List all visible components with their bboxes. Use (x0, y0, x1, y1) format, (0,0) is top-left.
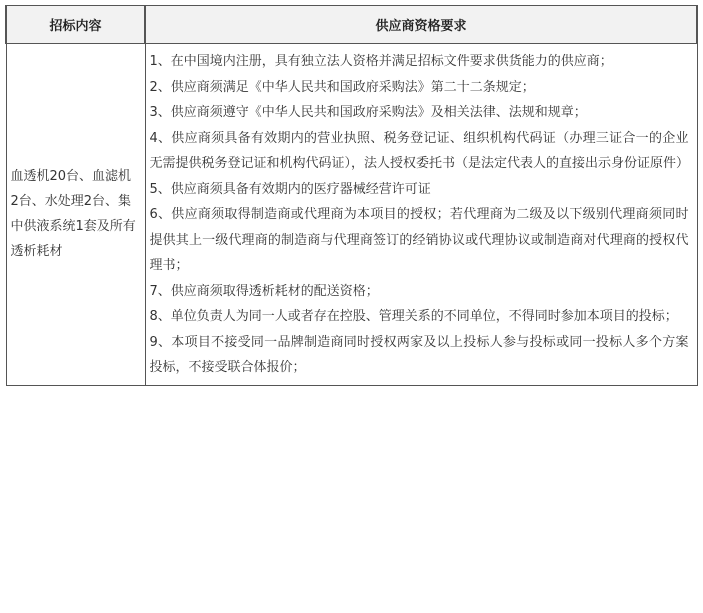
requirement-item: 9、本项目不接受同一品牌制造商同时授权两家及以上投标人参与投标或同一投标人多个方案投标，不接受联合体报价； (149, 334, 689, 375)
requirement-item: 8、单位负责人为同一人或者存在控股、管理关系的不同单位，不得同时参加本项目的投标； (149, 309, 678, 324)
table-row (6, 44, 697, 386)
requirements-cell (145, 44, 697, 386)
requirement-item: 3、供应商须遵守《中华人民共和国政府采购法》及相关法律、法规和规章； (149, 105, 587, 120)
requirement-item: 5、供应商须具备有效期内的医疗器械经营许可证 (149, 181, 431, 197)
requirement-item: 2、供应商须满足《中华人民共和国政府采购法》第二十二条规定； (149, 79, 535, 95)
header-row (6, 6, 697, 44)
tender-item-cell: 血透机20台、血滤机2台、水处理2台、集中供液系统1套及所有透析耗材 (6, 44, 145, 386)
requirement-item: 6、供应商须取得制造商或代理商为本项目的授权；若代理商为二级及以下级别代理商须同时提供其上一级代理商的制造商与代理商签订的经销协议或代理协议或制造商对代理商的授权代理书； (149, 207, 689, 273)
requirement-item: 7、供应商须取得透析耗材的配送资格； (149, 283, 379, 299)
requirement-item: 1、在中国境内注册，具有独立法人资格并满足招标文件要求供货能力的供应商； (149, 54, 613, 69)
qualification-table (5, 5, 698, 386)
header-supplier-requirements: 供应商资格要求 (145, 6, 697, 44)
header-tender-content: 招标内容 (6, 6, 145, 44)
requirement-item: 4、供应商须具备有效期内的营业执照、税务登记证、组织机构代码证（办理三证合一的企业无需提供税务登记证和机构代码证），法人授权委托书（是法定代表人的直接出示身份证原件） (149, 130, 690, 171)
